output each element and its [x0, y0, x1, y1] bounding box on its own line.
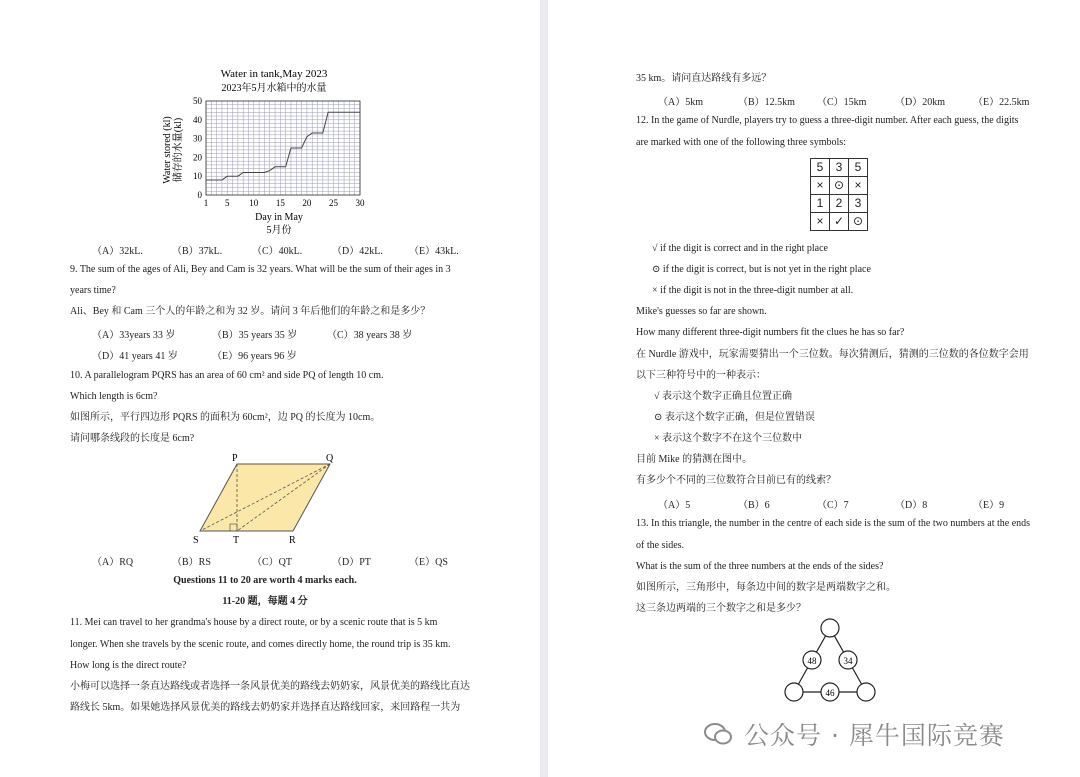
label-r: R — [289, 535, 296, 546]
guess1-digit: 3 — [830, 159, 849, 177]
chart-grid — [206, 101, 360, 195]
y-tick-label: 10 — [193, 171, 202, 182]
q10-text-cn-1: 如图所示，平行四边形 PQRS 的面积为 60cm²，边 PQ 的长度为 10cm。 — [70, 412, 381, 423]
q9-text-1: 9. The sum of the ages of Ali, Bey and Cam is 32 years. What will be the sum of their ages in 3 — [70, 264, 451, 275]
section-heading-cn: 11-20 题，每题 4 分 — [222, 596, 308, 607]
guess1-digit: 5 — [854, 160, 862, 174]
vertex-right — [857, 683, 875, 701]
label-p: P — [232, 453, 238, 464]
q11-option-d: （D）20km — [895, 97, 945, 108]
side-bottom-value: 46 — [825, 688, 835, 698]
x-axis-label: Day in May — [255, 212, 303, 223]
q11-text-2: longer. When she travels by the scenic route, and comes directly home, the round trip is 35 km. — [70, 639, 451, 650]
q8-option-a: （A）32kL. — [92, 246, 143, 257]
x-tick-label: 5 — [224, 198, 230, 208]
q12-text-4: How many different three-digit numbers fit the clues he has so far? — [636, 327, 905, 338]
q12-text-cn-1: 在 Nurdle 游戏中，玩家需要猜出一个三位数。每次猜测后，猜测的三位数的各位数字会用 — [636, 349, 1029, 360]
q11-text-3: How long is the direct route? — [70, 660, 187, 671]
section-heading-en: Questions 11 to 20 are worth 4 marks each. — [173, 575, 357, 586]
y-tick-label: 40 — [193, 114, 202, 125]
y-tick-label: 30 — [193, 133, 202, 144]
q9-text-2: years time? — [70, 285, 116, 296]
q11-option-c: （C）15km — [817, 97, 867, 108]
guess1-mark: ⊙ — [830, 177, 849, 195]
vertex-left — [785, 683, 803, 701]
q12-option-b: （B）6 — [738, 500, 770, 511]
side-right-value: 34 — [843, 656, 853, 666]
q8-option-c: （C）40kL. — [252, 246, 303, 257]
q12-text-cn-4: ⊙ 表示这个数字正确，但是位置错误 — [654, 412, 815, 423]
q9-option-a: （A）33years 33 岁 — [92, 330, 176, 341]
q12-text-cn-5: × 表示这个数字不在这个三位数中 — [654, 433, 803, 444]
x-axis-label-cn: 5月份 — [266, 225, 292, 236]
symbol-circle-desc: ⊙ if the digit is correct, but is not yet in the right place — [652, 264, 871, 275]
q11-option-b: （B）12.5km — [738, 97, 795, 108]
q11-option-e: （E）22.5km — [973, 97, 1030, 108]
label-t: T — [233, 535, 240, 546]
q12-option-e: （E）9 — [973, 500, 1005, 511]
q10-option-b: （B）RS — [172, 557, 211, 568]
q12-text-2: are marked with one of the following three symbols: — [636, 137, 846, 148]
side-left-value: 48 — [807, 656, 817, 666]
q13-text-1: 13. In this triangle, the number in the centre of each side is the sum of the two numbers at the ends — [636, 518, 1031, 529]
label-s: S — [193, 535, 199, 546]
watermark-text: 公众号 · 犀牛国际竞赛 — [744, 721, 1005, 750]
guess2-digit: 2 — [830, 195, 849, 213]
nurdle-guess-table — [810, 158, 868, 231]
guess2-mark: ⊙ — [852, 214, 864, 228]
q12-option-d: （D）8 — [895, 500, 928, 511]
q12-text-cn-6: 目前 Mike 的猜测在图中。 — [636, 454, 753, 465]
guess1-mark: × — [854, 178, 862, 192]
q13-text-cn-2: 这三条边两端的三个数字之和是多少？ — [636, 603, 806, 614]
y-axis-label: Water stored (kl) — [162, 116, 173, 184]
water-chart — [150, 62, 390, 242]
q10-option-e: （E）QS — [409, 557, 448, 568]
label-q: Q — [326, 453, 334, 464]
parallelogram-figure — [190, 450, 350, 550]
y-tick-label: 50 — [193, 96, 202, 106]
q9-option-c: （C）38 years 38 岁 — [327, 330, 413, 341]
q8-option-d: （D）42kL. — [332, 246, 383, 257]
q11-text-cn-1: 小梅可以选择一条直达路线或者选择一条风景优美的路线去奶奶家，风景优美的路线比直达 — [70, 681, 470, 692]
y-axis-label-cn: 储存的水量(kl) — [173, 117, 184, 183]
q12-text-3: Mike's guesses so far are shown. — [636, 306, 767, 317]
y-tick-label: 20 — [193, 152, 202, 163]
y-tick-labels — [193, 96, 203, 200]
q8-option-e: （E）43kL. — [409, 246, 459, 257]
q10-option-d: （D）PT — [332, 557, 371, 568]
q11-text-cn-2: 路线长 5km。如果她选择风景优美的路线去奶奶家并选择直达路线回家，来回路程一共为 — [70, 702, 461, 713]
x-tick-label: 1 — [203, 198, 209, 208]
guess2-mark: × — [811, 213, 830, 231]
q9-option-b: （B）35 years 35 岁 — [212, 330, 298, 341]
chart-title: Water in tank,May 2023 — [220, 68, 328, 80]
q13-text-3: What is the sum of the three numbers at the ends of the sides? — [636, 561, 884, 572]
q12-text-cn-2: 以下三种符号中的一种表示： — [636, 370, 766, 381]
vertex-top — [821, 619, 839, 637]
guess1-digit: 5 — [811, 159, 830, 177]
q10-option-c: （C）QT — [252, 557, 292, 568]
wechat-icon — [703, 721, 733, 747]
guess2-digit: 3 — [854, 196, 862, 210]
q8-option-b: （B）37kL. — [172, 246, 223, 257]
plot-frame — [206, 101, 360, 195]
q12-option-a: （A）5 — [658, 500, 691, 511]
x-tick-label: 30 — [355, 198, 365, 208]
guess2-digit: 1 — [811, 195, 830, 213]
q11-option-a: （A）5km — [658, 97, 703, 108]
guess1-mark: × — [811, 177, 830, 195]
q12-text-cn-3: √ 表示这个数字正确且位置正确 — [654, 391, 792, 402]
x-tick-labels — [204, 198, 365, 208]
triangle-figure — [780, 614, 880, 710]
q11-text-1: 11. Mei can travel to her grandma's house by a direct route, or by a scenic route that is 5 km — [70, 617, 438, 628]
q10-text-cn-2: 请问哪条线段的长度是 6cm? — [70, 433, 195, 444]
x-tick-label: 25 — [328, 198, 338, 208]
q11-text-cn-3: 35 km。请问直达路线有多远？ — [636, 73, 772, 84]
guess2-mark: ✓ — [830, 213, 849, 231]
q10-text-2: Which length is 6cm? — [70, 391, 158, 402]
q12-text-1: 12. In the game of Nurdle, players try to guess a three-digit number. After each guess, the digits — [636, 115, 1019, 126]
x-tick-label: 10 — [249, 198, 259, 208]
q9-option-d: （D）41 years 41 岁 — [92, 351, 178, 362]
q13-text-2: of the sides. — [636, 540, 685, 551]
x-tick-label: 15 — [275, 198, 285, 208]
q10-text-1: 10. A parallelogram PQRS has an area of 60 cm² and side PQ of length 10 cm. — [70, 370, 384, 381]
q12-option-c: （C）7 — [817, 500, 849, 511]
q9-text-cn: Ali、Bey 和 Cam 三个人的年龄之和为 32 岁。请问 3 年后他们的年龄之和是多少？ — [70, 306, 431, 317]
symbol-cross-desc: × if the digit is not in the three-digit number at all. — [652, 285, 854, 296]
q9-option-e: （E）96 years 96 岁 — [212, 351, 297, 362]
symbol-tick-desc: √ if the digit is correct and in the right place — [652, 243, 828, 254]
chart-subtitle: 2023年5月水箱中的水量 — [221, 83, 327, 94]
q10-option-a: （A）RQ — [92, 557, 134, 568]
q12-text-cn-7: 有多少个不同的三位数符合目前已有的线索？ — [636, 475, 836, 486]
x-tick-label: 20 — [302, 198, 312, 208]
q13-text-cn-1: 如图所示，三角形中，每条边中间的数字是两端数字之和。 — [636, 582, 896, 593]
y-tick-label: 0 — [197, 190, 202, 200]
